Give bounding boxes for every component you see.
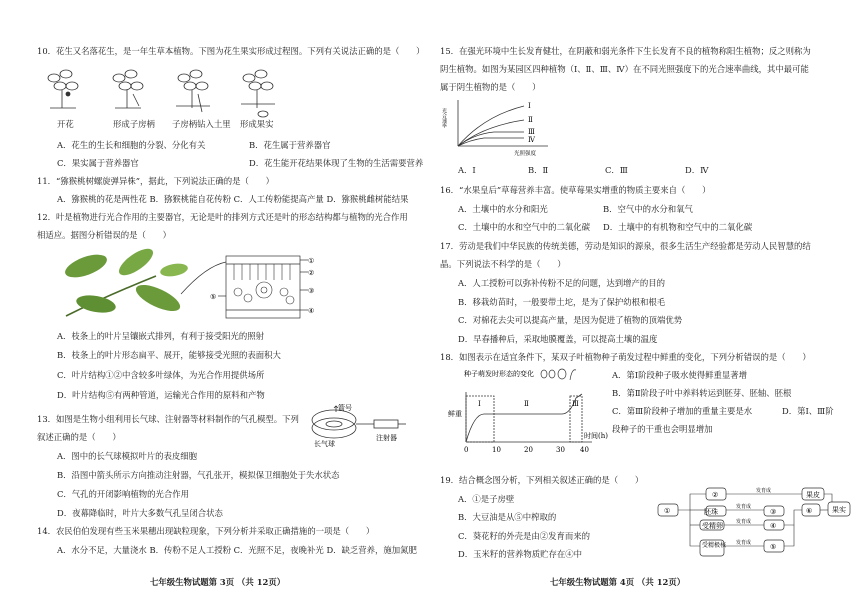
q12-label-5: ⑤ bbox=[210, 293, 217, 301]
q13-label-balloon: 长气球 bbox=[314, 440, 335, 448]
q15-ylabel: 光合速率 bbox=[441, 108, 447, 128]
cm-circle-4: ④ bbox=[770, 522, 777, 530]
q15-option-d[interactable]: D．Ⅳ bbox=[685, 165, 709, 175]
q13-stem-1: 13．如图是生物小组利用长气球、注射器等材料制作的气孔模型。下列 bbox=[37, 414, 299, 424]
q15-series-1: Ⅰ bbox=[528, 102, 531, 110]
page-footer-left: 七年级生物试题第 3页 （共 12页） bbox=[150, 577, 286, 587]
leaf-cross-section bbox=[218, 256, 308, 318]
q12-label-1: ① bbox=[308, 257, 315, 265]
q10-stage-4: 形成果实 bbox=[240, 119, 274, 129]
q16-option-a[interactable]: A．土壤中的水分和阳光 bbox=[458, 204, 548, 214]
left-page bbox=[0, 0, 425, 598]
q12-stem-1: 12．叶是植物进行光合作用的主要器官，无论是叶的排列方式还是叶的形态结构都与植物的光合作用 bbox=[37, 212, 408, 222]
q18-option-c[interactable]: C．第Ⅲ阶段种子增加的重量主要是水 bbox=[612, 406, 753, 416]
cm-zygote: 受精卵 bbox=[702, 522, 723, 530]
page-footer-right: 七年级生物试题第 4页 （共 12页） bbox=[550, 577, 686, 587]
cm-pericarp: 果皮 bbox=[806, 491, 820, 499]
q18-xlabel: 时间(h) bbox=[584, 432, 608, 440]
q18-option-d[interactable]: D．第Ⅰ、Ⅲ阶 bbox=[782, 406, 834, 416]
q10-option-b[interactable]: B．花生属于营养器官 bbox=[249, 140, 331, 150]
q16-option-c[interactable]: C．土壤中的水和空气中的二氧化碳 bbox=[458, 222, 591, 232]
q17-stem-2: 晶。下列说法不科学的是（ ） bbox=[440, 259, 566, 269]
q13-label-arrow: 箭号 bbox=[338, 404, 352, 412]
q15-xlabel: 光照强度 bbox=[514, 151, 537, 157]
peanut-plant-3 bbox=[176, 70, 210, 112]
q19-option-a[interactable]: A．①是子房壁 bbox=[458, 494, 515, 504]
cm-arrow-1: 发育成 bbox=[756, 488, 772, 494]
q11-stem: 11．“猕猴桃树螺旋弹异株”，据此，下列说法正确的是（ ） bbox=[37, 176, 274, 186]
q17-option-b[interactable]: B．移栽幼苗时，一般要带土坨，是为了保护幼根和根毛 bbox=[458, 297, 666, 307]
q18-tick-0: 0 bbox=[464, 446, 469, 454]
q19-option-d[interactable]: D．玉米籽的营养物质贮存在④中 bbox=[458, 549, 582, 559]
q10-stage-3: 子房柄钻入土里 bbox=[172, 119, 231, 129]
q14-stem: 14．农民伯伯发现有些玉米果穗出现缺粒现象，下列分析并采取正确措施的一项是（ ） bbox=[37, 526, 375, 536]
seed-weight-chart bbox=[444, 366, 608, 460]
q17-option-c[interactable]: C．对棉花去尖可以提高产量，是因为促进了植物的顶端优势 bbox=[458, 315, 683, 325]
cm-circle-2: ② bbox=[712, 491, 719, 499]
q18-stem: 18．如图表示在适宜条件下，某双子叶植物种子萌发过程中鲜重的变化，下列分析错误的是（ ） bbox=[440, 352, 811, 362]
q18-stage-3: Ⅲ bbox=[572, 400, 579, 408]
q17-option-d[interactable]: D．早春播种后，采取地膜覆盖，可以提高土壤的温度 bbox=[458, 334, 658, 344]
q17-stem-1: 17．劳动是我们中华民族的传统美德，劳动是知识的源泉，很多生活生产经验都是劳动人民智慧的结 bbox=[440, 241, 811, 251]
q10-option-d[interactable]: D．花生能开花结果体现了生物的生活需要营养 bbox=[249, 158, 424, 168]
peanut-plant-1 bbox=[48, 70, 78, 108]
cm-circle-5: ⑤ bbox=[770, 543, 777, 551]
q15-stem-3: 属于阴生植物的是（ ） bbox=[440, 82, 541, 92]
cm-arrow-2: 发育成 bbox=[736, 504, 752, 510]
q12-label-2: ② bbox=[308, 269, 315, 277]
q18-stage-1: Ⅰ bbox=[478, 400, 481, 408]
q12-stem-2: 相适应。据图分析错误的是（ ） bbox=[37, 230, 171, 240]
q15-stem-2: 阴生植物。如图为某园区四种植物（Ⅰ、Ⅱ、Ⅲ、Ⅳ）在不同光照强度下的光合速率曲线，其中最可能 bbox=[440, 64, 809, 74]
q18-option-a[interactable]: A．第Ⅰ阶段种子吸水使得鲜重显著增 bbox=[612, 370, 747, 380]
q12-option-d[interactable]: D．叶片结构⑤有两种管道，运输光合作用的原料和产物 bbox=[57, 390, 265, 400]
cm-arrow-3: 发育成 bbox=[736, 519, 752, 525]
q10-stage-2: 形成子房柄 bbox=[113, 119, 155, 129]
q15-option-a[interactable]: A．Ⅰ bbox=[458, 165, 476, 175]
q18-option-d-cont: 段种子的干重也会明显增加 bbox=[612, 424, 713, 434]
cm-circle-3: ③ bbox=[770, 508, 777, 516]
q19-option-c[interactable]: C．葵花籽的外壳是由②发育而来的 bbox=[458, 531, 591, 541]
q18-tick-30: 30 bbox=[556, 446, 565, 454]
q13-stem-2: 叙述正确的是（ ） bbox=[37, 432, 121, 442]
q13-option-b[interactable]: B．沿图中箭头所示方向推动注射器，气孔张开，模拟保卫细胞处于失水状态 bbox=[57, 470, 340, 480]
cm-circle-6: ⑥ bbox=[806, 507, 813, 515]
q12-label-3: ③ bbox=[308, 287, 315, 295]
cm-arrow-4: 发育成 bbox=[736, 540, 752, 546]
q10-stem: 10．花生又名落花生，是一年生草本植物。下图为花生果实形成过程图。下列有关说法正确的是（ ） bbox=[37, 46, 425, 56]
cm-ovule: 胚珠 bbox=[704, 508, 718, 516]
q15-series-4: Ⅳ bbox=[528, 136, 535, 144]
q18-tick-40: 40 bbox=[580, 446, 589, 454]
cm-circle-1: ① bbox=[664, 507, 671, 515]
photosynthesis-curve-chart bbox=[441, 96, 564, 158]
peanut-plant-2 bbox=[113, 70, 143, 108]
q16-option-b[interactable]: B．空气中的水分和氧气 bbox=[603, 204, 693, 214]
q15-option-c[interactable]: C．Ⅲ bbox=[605, 165, 628, 175]
q16-option-d[interactable]: D．土壤中的有机物和空气中的二氧化碳 bbox=[603, 222, 753, 232]
q10-stage-1: 开花 bbox=[57, 119, 74, 129]
q15-series-3: Ⅲ bbox=[528, 128, 535, 136]
q17-option-a[interactable]: A．人工授粉可以弥补传粉不足的问题，达到增产的目的 bbox=[458, 278, 666, 288]
q18-tick-10: 10 bbox=[492, 446, 501, 454]
q12-option-b[interactable]: B．枝条上的叶片形态扁平、展开，能够接受光照的表面积大 bbox=[57, 350, 281, 360]
q13-option-c[interactable]: C．气孔的开闭影响植物的光合作用 bbox=[57, 489, 190, 499]
q12-option-c[interactable]: C．叶片结构①②中含较多叶绿体，为光合作用提供场所 bbox=[57, 370, 265, 380]
q12-option-a[interactable]: A．枝条上的叶片呈镶嵌式排列，有利于接受阳光的照射 bbox=[57, 331, 265, 341]
stomata-model-figure bbox=[300, 402, 410, 448]
q13-label-syringe: 注射器 bbox=[376, 434, 397, 442]
leaf-structure-figure bbox=[46, 246, 316, 328]
right-page bbox=[430, 0, 850, 598]
q11-options[interactable]: A．猕猴桃的花是两性花 B．猕猴桃能自花传粉 C．人工传粉能提高产量 D．猕猴桃雌树能结果 bbox=[57, 194, 409, 204]
cm-fruit: 果实 bbox=[832, 506, 846, 514]
q10-option-a[interactable]: A．花生的生长和细胞的分裂、分化有关 bbox=[57, 140, 206, 150]
q12-label-4: ④ bbox=[308, 307, 315, 315]
q13-option-a[interactable]: A．图中的长气球模拟叶片的表皮细胞 bbox=[57, 451, 198, 461]
peanut-plant-4 bbox=[241, 70, 275, 117]
q18-chart-title: 种子萌发时形态的变化 bbox=[464, 370, 534, 378]
q18-stage-2: Ⅱ bbox=[524, 400, 529, 408]
q15-stem-1: 15．在强光环境中生长发育健壮，在阴蔽和弱光条件下生长发育不良的植物称阳生植物；反之则称为 bbox=[440, 46, 811, 56]
q16-stem: 16．“水果皇后”草莓营养丰富。使草莓果实增重的物质主要来自（ ） bbox=[440, 185, 711, 195]
leaf-branch bbox=[62, 244, 189, 316]
q15-series-2: Ⅱ bbox=[528, 116, 533, 124]
cm-polar: 受精极核 bbox=[702, 542, 727, 549]
q18-option-b[interactable]: B．第Ⅱ阶段子叶中养料转运到胚芽、胚轴、胚根 bbox=[612, 388, 792, 398]
q10-option-c[interactable]: C．果实属于营养器官 bbox=[57, 158, 139, 168]
q19-option-b[interactable]: B．大豆油是从⑤中榨取的 bbox=[458, 512, 557, 522]
q18-ylabel: 鲜重 bbox=[448, 410, 462, 418]
q13-option-d[interactable]: D．夜幕降临时，叶片大多数气孔呈闭合状态 bbox=[57, 508, 223, 518]
q15-option-b[interactable]: B．Ⅱ bbox=[528, 165, 549, 175]
q19-stem: 19．结合概念图分析，下列相关叙述正确的是（ ） bbox=[440, 475, 644, 485]
seed-shapes bbox=[541, 369, 576, 380]
q14-options[interactable]: A．水分不足，大量浇水 B．传粉不足人工授粉 C．光照不足，夜晚补光 D．缺乏营养，施加氮肥 bbox=[57, 545, 417, 555]
flower-concept-map bbox=[656, 484, 852, 560]
q18-tick-20: 20 bbox=[524, 446, 533, 454]
